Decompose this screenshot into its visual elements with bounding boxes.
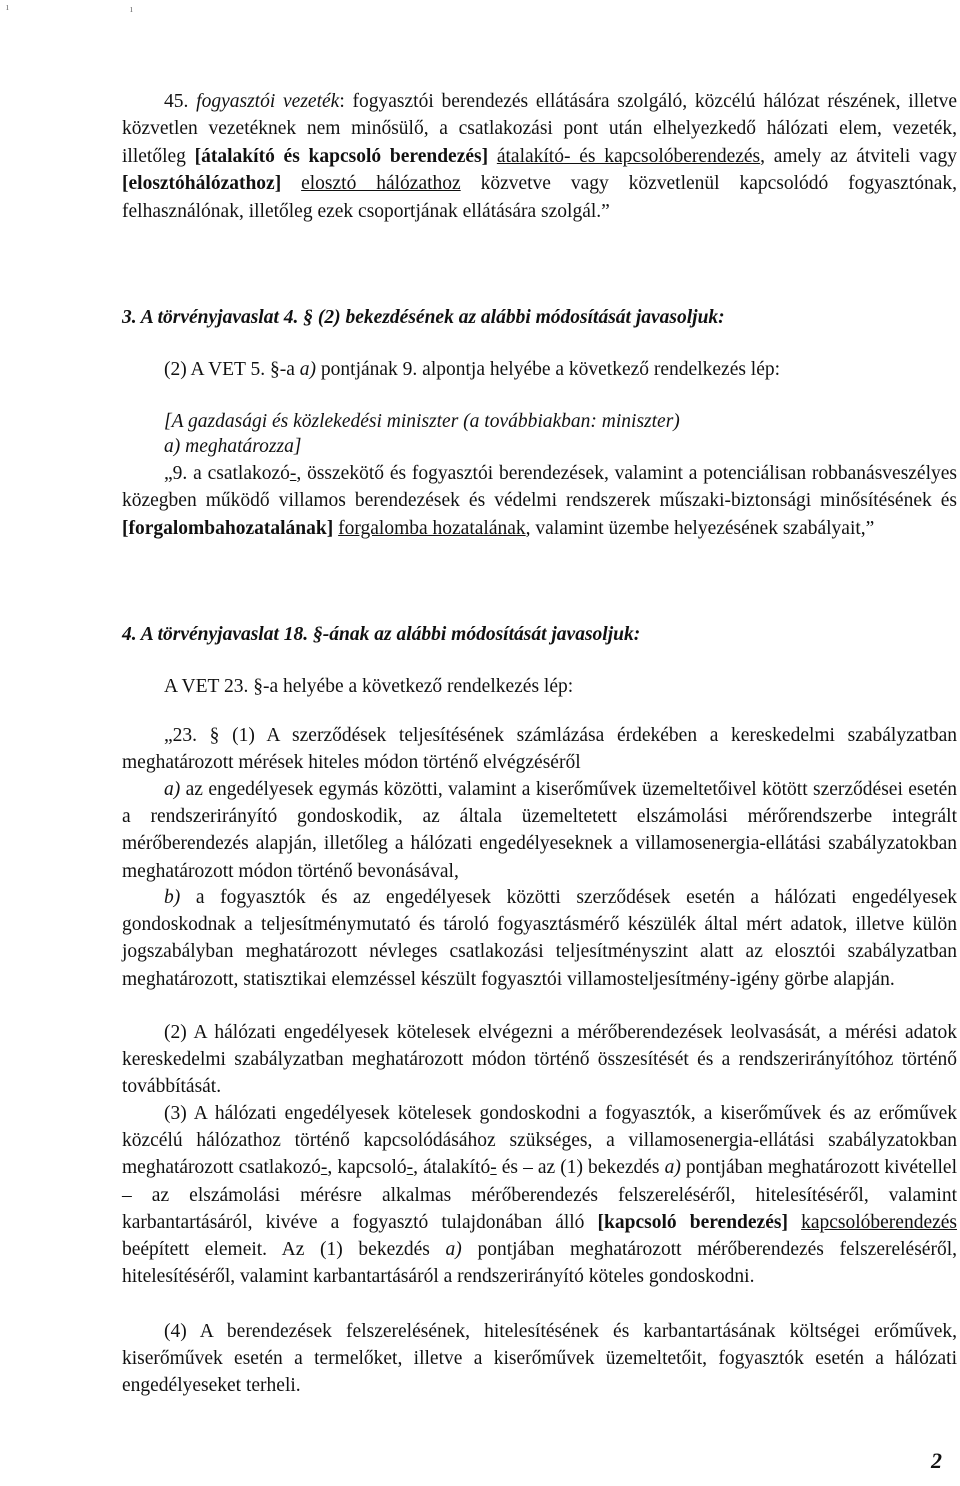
scan-mark: ı	[130, 4, 133, 15]
subsection-paragraph: (3) A hálózati engedélyesek kötelesek gondoskodni a fogyasztók, a kiserőművek és az erőművek közcélú hálózathoz történő kapcsolódásához szükséges, a villamosenergia-ellátási szabályzatokban meghatározott csatlakozó-, kapcsoló-, átalakító- és – az (1) bekezdés a) pontjában meghatározott kivétellel – az elszámolási mérésre alkalmas mérőberendezés felszereléséről, hitelesítéséről, valamint karbantartásáról, kivéve a fogyasztó tulajdonában álló [kapcsoló berendezés] kapcsolóberendezés beépített elemeit. Az (1) bekezdés a) pontjában meghatározott mérőberendezés felszereléséről, hitelesítéséről, valamint karbantartásáról a rendszerirányító köteles gondoskodni.	[122, 1103, 958, 1288]
defined-term: fogyasztói vezeték	[196, 91, 340, 112]
inserted-text: -	[289, 463, 297, 484]
paragraph-text: közvetve vagy közvetlenül kapcsolódó fogyasztónak, felhasználónak, illetőleg ezek csoportjának ellátására szolgál.”	[122, 173, 957, 222]
scan-mark: ı	[6, 2, 9, 13]
section-heading: 3. A törvényjavaslat 4. § (2) bekezdésének az alábbi módosítását javasoljuk:	[122, 307, 725, 328]
inserted-text: -	[406, 1157, 414, 1179]
deleted-text: [elosztóhálózathoz]	[122, 173, 282, 195]
section-paragraph: „23. § (1) A szerződések teljesítésének számlázása érdekében a kereskedelmi szabályzatban meghatározott mérések hiteles módon történő elvégzéséről	[122, 725, 957, 774]
amended-text-paragraph: „9. a csatlakozó-, összekötő és fogyasztói berendezések, valamint a potenciálisan robbanásveszélyes közegben működő villamos berendezések és védelmi rendszerek műszaki-biztonsági minősítésének és [forgalombahozatalának] forgalomba hozatalának, valamint üzembe helyezésének szabályait,”	[122, 463, 958, 539]
paragraph-text: : fogyasztói berendezés ellátására szolgáló, közcélú hálózat részének, illetve közvetlen vezetéknek nem minősülő, a csatlakozási pont után elhelyezkedő hálózati elem, vezeték, illetőleg	[122, 91, 958, 167]
deleted-text: [átalakító és kapcsoló berendezés]	[194, 145, 489, 167]
inserted-text: átalakító- és kapcsolóberendezés	[496, 145, 761, 167]
inserted-text: forgalomba hozatalának	[338, 517, 526, 539]
inserted-text: kapcsolóberendezés	[801, 1211, 958, 1233]
point-a-paragraph: a) az engedélyesek egymás közötti, valamint a kiserőművek üzemeltetőivel kötött szerződései esetén a rendszerirányító gondoskodik, az általa üzemeltetett elszámolási mérőrendszerbe integrált mérőberendezés alapján, illetőleg a hálózati engedélyeseknek a villamosenergia-ellátási szabályzatokban meghatározott módon történő bevonásával,	[122, 779, 957, 882]
subsection-paragraph: (4) A berendezések felszerelésének, hitelesítésének és karbantartásának költségei erőművek, kiserőművek esetén a termelőket, illetve a kiserőművek üzemeltetőit, fogyasztók esetén a hálózati engedélyeseket terheli.	[122, 1321, 957, 1397]
subsection-paragraph: (2) A hálózati engedélyesek kötelesek elvégezni a mérőberendezések leolvasását, a mérési adatok kereskedelmi szabályzatban meghatározott módon történő összesítését és a rendszerirányítóhoz történő továbbítását.	[122, 1022, 957, 1098]
amendment-intro: A VET 23. §-a helyébe a következő rendelkezés lép:	[164, 676, 574, 697]
paragraph-text: , amely az átviteli vagy	[760, 145, 958, 167]
deleted-clause-line: [A gazdasági és közlekedési miniszter (a továbbiakban: miniszter)	[164, 411, 680, 432]
deleted-text: [forgalombahozatalának]	[122, 517, 334, 539]
page-number: 2	[931, 1448, 942, 1473]
item-number: 45.	[164, 91, 189, 112]
inserted-text: elosztó hálózathoz	[301, 173, 461, 195]
point-b-paragraph: b) a fogyasztók és az engedélyesek közötti szerződések esetén a hálózati engedélyesek gondoskodnak a teljesítménymutató és tároló fogyasztásmérő készülék által mért adatok, illetve külön jogszabályban meghatározott névleges csatlakozási teljesítményszint alatt az elosztói szabályzatban meghatározott, statisztikai elemzéssel készült fogyasztói villamosteljesítmény-igény görbe alapján.	[122, 887, 957, 990]
definition-paragraph	[122, 88, 957, 225]
deleted-text: [kapcsoló berendezés]	[597, 1211, 788, 1233]
deleted-clause-line: a) meghatározza]	[164, 436, 302, 457]
inserted-text: -	[490, 1157, 497, 1179]
inserted-text: -	[320, 1157, 328, 1179]
amendment-intro: (2) A VET 5. §-a a) pontjának 9. alpontja helyébe a következő rendelkezés lép:	[164, 359, 781, 380]
section-heading: 4. A törvényjavaslat 18. §-ának az alábbi módosítását javasoljuk:	[122, 624, 641, 645]
